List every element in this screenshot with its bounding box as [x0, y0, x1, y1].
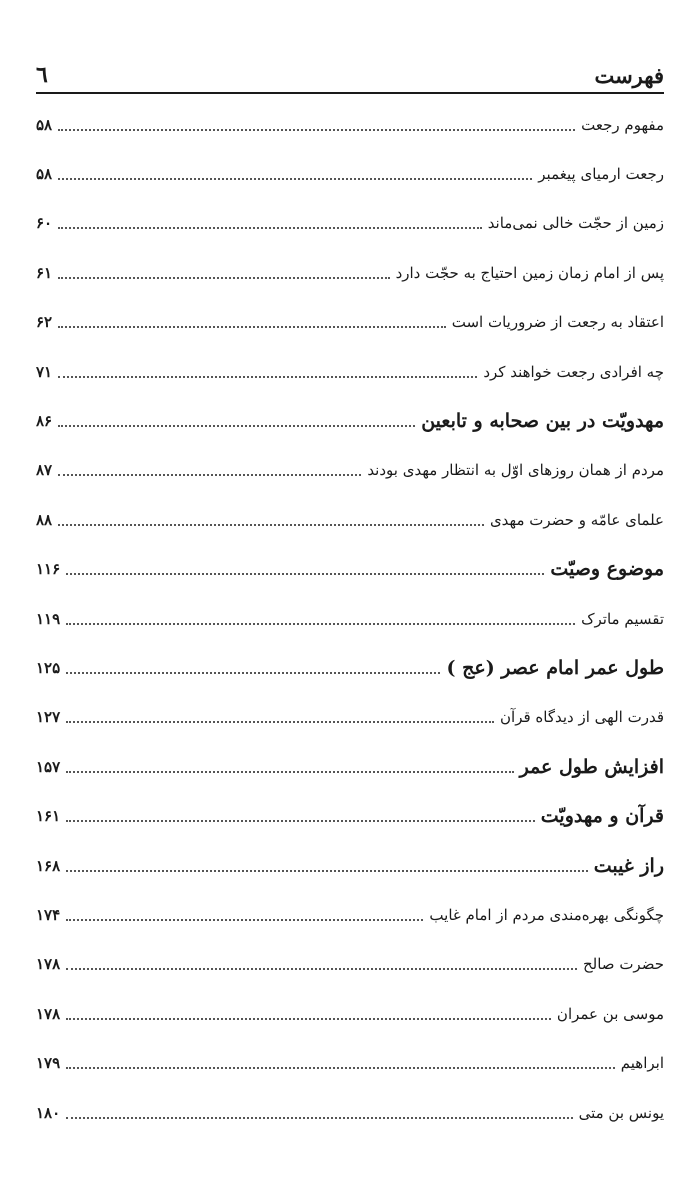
toc-entry	[36, 545, 664, 594]
toc-entry	[36, 100, 664, 149]
toc-entry-title: مهدویّت در بین صحابه و تابعین	[421, 410, 664, 433]
toc-entry-page: ۶۰	[36, 214, 53, 233]
dot-leader	[58, 524, 484, 526]
dot-leader	[58, 376, 477, 378]
toc-entry-page: ۶۲	[36, 313, 53, 332]
toc-entry-page: ۱۷۸	[36, 1004, 61, 1023]
toc-entry	[36, 396, 664, 445]
dot-leader	[66, 573, 544, 575]
dot-leader	[66, 919, 423, 921]
page-header	[36, 36, 664, 94]
header-page-number: ٦	[36, 62, 48, 88]
toc-entry	[36, 495, 664, 544]
toc-entry-title: موسی بن عمران	[556, 1004, 664, 1023]
toc-entry	[36, 347, 664, 396]
toc-entry-title: افزایش طول عمر	[519, 755, 664, 778]
dot-leader	[66, 672, 440, 674]
toc-entry-page: ۱۷۴	[36, 905, 61, 924]
toc-entry-page: ۵۸	[36, 115, 53, 134]
toc-entry-title: چه افرادی رجعت خواهند کرد	[483, 362, 664, 381]
toc-entry	[36, 742, 664, 791]
dot-leader	[58, 425, 415, 427]
toc-entry-page: ۱۷۹	[36, 1054, 61, 1073]
toc-entry-page: ۱۸۰	[36, 1103, 61, 1122]
toc-entry	[36, 989, 664, 1038]
toc-entry	[36, 594, 664, 643]
toc-entry-title: مفهوم رجعت	[581, 115, 664, 134]
toc-entry-title: مردم از همان روزهای اوّل به انتظار مهدی بودند	[367, 461, 664, 480]
toc-entry-page: ۱۷۸	[36, 955, 61, 974]
toc-entry-page: ۱۲۷	[36, 708, 61, 727]
header-title: فهرست	[594, 63, 664, 88]
toc-entry	[36, 1088, 664, 1137]
toc-entry	[36, 890, 664, 939]
toc-entry-title: یونس بن متی	[578, 1103, 664, 1122]
dot-leader	[66, 820, 535, 822]
toc-entry	[36, 446, 664, 495]
toc-entry-title: قدرت الهی از دیدگاه قرآن	[500, 708, 664, 727]
toc-entry-title: موضوع وصیّت	[550, 558, 664, 581]
toc-entry-title: حضرت صالح	[582, 955, 664, 974]
toc-entry-page: ۷۱	[36, 362, 53, 381]
toc-entry	[36, 841, 664, 890]
dot-leader	[66, 623, 575, 625]
dot-leader	[66, 721, 494, 723]
toc-entry	[36, 1038, 664, 1087]
toc-entry-title: تقسیم ماترک	[581, 609, 664, 628]
toc-entry-title: رجعت ارمیای پیغمبر	[538, 165, 664, 184]
toc-entry-title: زمین از حجّت خالی نمی‌ماند	[487, 214, 664, 233]
dot-leader	[66, 1018, 551, 1020]
toc-entry-page: ۸۸	[36, 510, 53, 529]
toc-entry	[36, 298, 664, 347]
dot-leader	[66, 771, 513, 773]
dot-leader	[58, 227, 482, 229]
toc-entry-page: ۸۷	[36, 461, 53, 480]
toc-entry	[36, 791, 664, 840]
dot-leader	[58, 474, 361, 476]
toc-entry	[36, 940, 664, 989]
toc-entry-title: چگونگی بهره‌مندی مردم از امام غایب	[429, 905, 664, 924]
toc-entry-title: علمای عامّه و حضرت مهدی	[489, 510, 664, 529]
toc-entry	[36, 149, 664, 198]
toc-entry-page: ۱۲۵	[36, 658, 61, 677]
toc-entry-title: طول عمر امام عصر (عج )	[446, 656, 664, 679]
dot-leader	[58, 326, 446, 328]
dot-leader	[58, 129, 575, 131]
dot-leader	[66, 1117, 572, 1119]
table-of-contents	[36, 100, 664, 1137]
toc-entry-page: ۱۵۷	[36, 757, 61, 776]
toc-entry	[36, 248, 664, 297]
dot-leader	[66, 968, 577, 970]
toc-entry-title: ابراهیم	[620, 1054, 664, 1073]
toc-entry-page: ۱۱۹	[36, 609, 61, 628]
toc-entry-page: ۶۱	[36, 263, 53, 282]
toc-entry	[36, 199, 664, 248]
dot-leader	[58, 277, 389, 279]
toc-entry-page: ۸۶	[36, 412, 53, 431]
dot-leader	[58, 178, 532, 180]
toc-entry	[36, 643, 664, 692]
dot-leader	[66, 1067, 615, 1069]
toc-entry-title: راز غیبت	[593, 854, 664, 877]
toc-entry-page: ۱۶۱	[36, 807, 61, 826]
toc-entry-page: ۱۱۶	[36, 560, 61, 579]
toc-page	[36, 36, 664, 1137]
toc-entry-title: قرآن و مهدویّت	[540, 805, 664, 828]
toc-entry	[36, 693, 664, 742]
toc-entry-page: ۱۶۸	[36, 856, 61, 875]
toc-entry-title: اعتقاد به رجعت از ضروریات است	[451, 313, 664, 332]
toc-entry-title: پس از امام زمان زمین احتیاج به حجّت دارد	[395, 263, 664, 282]
dot-leader	[66, 870, 588, 872]
toc-entry-page: ۵۸	[36, 165, 53, 184]
